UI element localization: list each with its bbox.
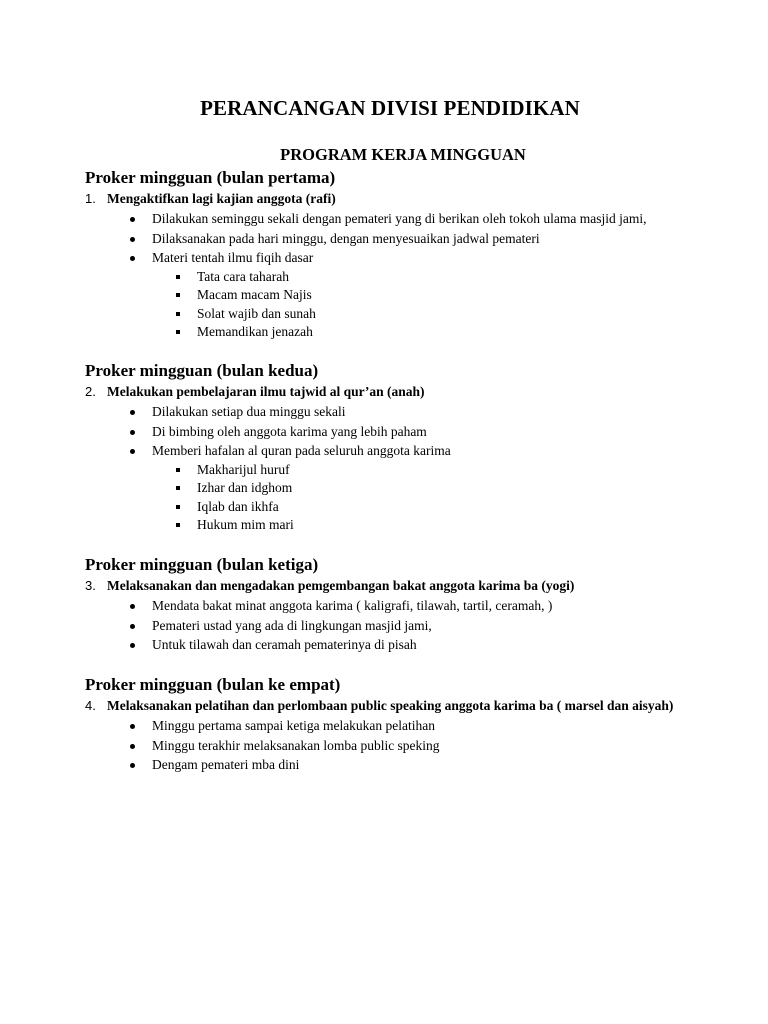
bullet-list <box>85 209 745 268</box>
bullet-icon <box>130 410 135 415</box>
list-item: Dilaksanakan pada hari minggu, dengan menyesuaikan jadwal pemateri <box>85 229 745 249</box>
list-item: Minggu terakhir melaksanakan lomba public speking <box>85 736 745 756</box>
item-number: 4. <box>85 698 96 713</box>
numbered-item <box>85 696 745 716</box>
numbered-item <box>85 189 745 209</box>
list-item: Dengam pemateri mba dini <box>85 755 745 775</box>
list-item: Dilakukan setiap dua minggu sekali <box>85 402 745 422</box>
numbered-item <box>85 382 745 402</box>
list-item: Pemateri ustad yang ada di lingkungan masjid jami, <box>85 616 745 636</box>
list-item: Mendata bakat minat anggota karima ( kaligrafi, tilawah, tartil, ceramah, ) <box>85 596 745 616</box>
sub-list-item: Macam macam Najis <box>85 286 745 305</box>
sub-list-item: Memandikan jenazah <box>85 323 745 342</box>
bullet-icon <box>130 763 135 768</box>
sub-list-item: Izhar dan idghom <box>85 479 745 498</box>
bullet-icon <box>130 724 135 729</box>
bullet-icon <box>130 744 135 749</box>
bullet-icon <box>130 643 135 648</box>
list-item: Di bimbing oleh anggota karima yang lebih paham <box>85 422 745 442</box>
page-title: PERANCANGAN DIVISI PENDIDIKAN <box>200 96 580 120</box>
bullet-icon <box>130 430 135 435</box>
numbered-item <box>85 576 745 596</box>
square-bullet-icon <box>176 523 180 527</box>
sub-list <box>85 461 745 535</box>
bullet-icon <box>130 256 135 261</box>
square-bullet-icon <box>176 330 180 334</box>
list-item: Materi tentah ilmu fiqih dasar <box>85 248 745 268</box>
section-heading: Proker mingguan (bulan kedua) <box>85 361 319 380</box>
program-title: PROGRAM KERJA MINGGUAN <box>280 145 526 164</box>
square-bullet-icon <box>176 275 180 279</box>
sub-list <box>85 268 745 342</box>
section-bulan-ketiga <box>85 554 745 655</box>
list-item: Minggu pertama sampai ketiga melakukan pelatihan <box>85 716 745 736</box>
square-bullet-icon <box>176 312 180 316</box>
list-item: Dilakukan seminggu sekali dengan pemateri yang di berikan oleh tokoh ulama masjid jami, <box>85 209 745 229</box>
section-bulan-pertama <box>85 167 745 342</box>
bullet-list <box>85 716 745 775</box>
sub-list-item: Makharijul huruf <box>85 461 745 480</box>
item-number: 2. <box>85 384 96 399</box>
bullet-icon <box>130 624 135 629</box>
item-number: 1. <box>85 191 96 206</box>
bullet-icon <box>130 217 135 222</box>
item-title: Melaksanakan pelatihan dan perlombaan public speaking anggota karima ba ( marsel dan aisyah) <box>107 698 674 713</box>
item-title: Mengaktifkan lagi kajian anggota (rafi) <box>107 191 336 206</box>
item-title: Melakukan pembelajaran ilmu tajwid al qur’an (anah) <box>107 384 425 399</box>
bullet-list <box>85 402 745 461</box>
sub-list-item: Hukum mim mari <box>85 516 745 535</box>
square-bullet-icon <box>176 486 180 490</box>
bullet-icon <box>130 237 135 242</box>
bullet-icon <box>130 604 135 609</box>
section-heading: Proker mingguan (bulan ke empat) <box>85 675 341 694</box>
item-title: Melaksanakan dan mengadakan pemgembangan bakat anggota karima ba (yogi) <box>107 578 575 593</box>
section-bulan-ke-empat <box>85 674 745 775</box>
section-heading: Proker mingguan (bulan ketiga) <box>85 555 319 574</box>
sub-list-item: Tata cara taharah <box>85 268 745 287</box>
sub-list-item: Solat wajib dan sunah <box>85 305 745 324</box>
bullet-icon <box>130 449 135 454</box>
sub-list-item: Iqlab dan ikhfa <box>85 498 745 517</box>
list-item: Untuk tilawah dan ceramah pematerinya di pisah <box>85 635 745 655</box>
item-number: 3. <box>85 578 96 593</box>
section-bulan-kedua <box>85 360 745 535</box>
bullet-list <box>85 596 745 655</box>
square-bullet-icon <box>176 505 180 509</box>
section-heading: Proker mingguan (bulan pertama) <box>85 168 336 187</box>
square-bullet-icon <box>176 293 180 297</box>
square-bullet-icon <box>176 468 180 472</box>
list-item: Memberi hafalan al quran pada seluruh anggota karima <box>85 441 745 461</box>
